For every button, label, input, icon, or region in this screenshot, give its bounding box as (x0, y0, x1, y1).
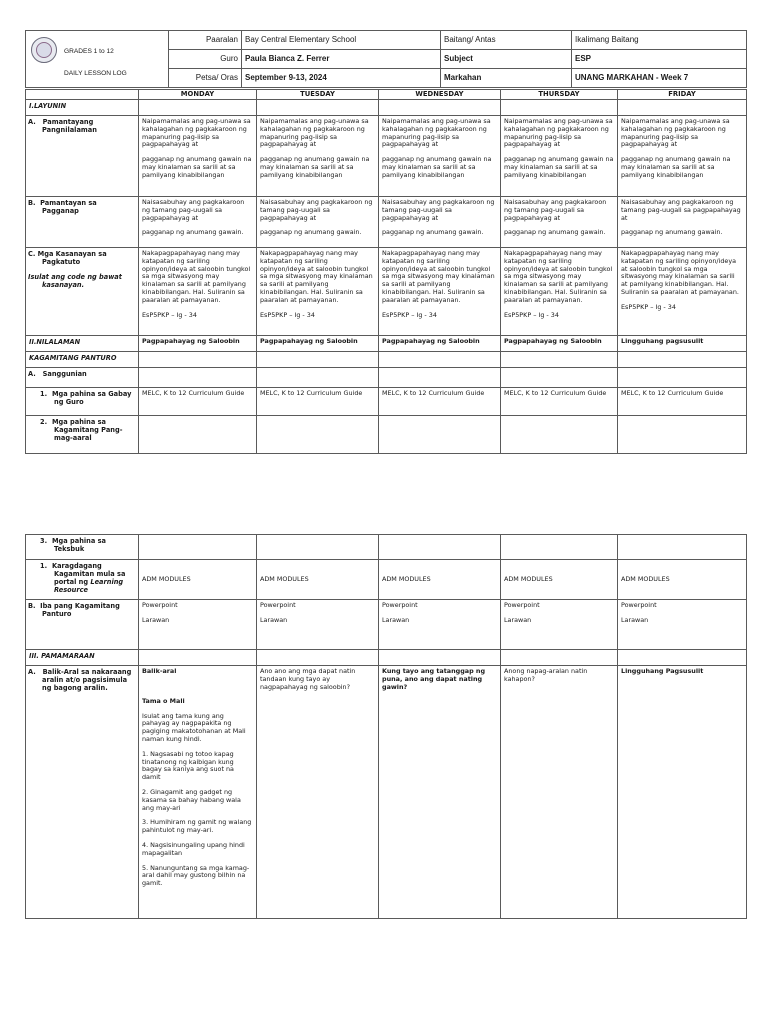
balik-aral-friday: Lingguhang Pagsusulit (618, 666, 747, 919)
balik-aral-title: Balik-aral (142, 667, 177, 675)
content-standard-cell: Naipamamalas ang pag-unawa sa kahalagahan ng pagkakaroon ng mapanuring pag-iisip sa pagpapahayag at pagganap ng anumang gawain na may kinalaman sa sarili at sa pamilyang kinabibilangan (618, 116, 747, 197)
iba-pang-value: Powerpoint Larawan (379, 600, 501, 650)
competency-cell: Nakapagpapahayag nang may katapatan ng sariling opinyon/ideya at saloobin tungkol sa mga sitwasyong may kinalaman sa sarili at pamilyang kinabibilangan. Hal. Suliranin sa paaralan at pamayanan. EsP5PKP – Ig - 34 (618, 248, 747, 336)
content-topic: Pagpapahayag ng Saloobin (139, 336, 257, 352)
adm-modules-value: ADM MODULES (257, 560, 379, 600)
quiz-item: 4. Nagsisinungaling upang hindi mapagalitan (142, 840, 245, 857)
day-header: THURSDAY (501, 90, 618, 100)
log-title: DAILY LESSON LOG (64, 70, 127, 77)
kagamitan-heading: KAGAMITANG PANTURO (26, 352, 139, 368)
gabay-value: MELC, K to 12 Curriculum Guide (257, 388, 379, 416)
quiz-item: 3. Humihiram ng gamit ng walang pahintulot ng may-ari. (142, 818, 252, 835)
quiz-instructions: Isulat ang tama kung ang pahayag ay nagpapakita ng pagiging makatotohanan at Mali naman kung hindi. (142, 711, 246, 743)
performance-standard-cell: Naisasabuhay ang pagkakaroon ng tamang pag-uugali sa pagpapahayag at pagganap ng anumang gawain. (139, 197, 257, 248)
date-value: September 9-13, 2024 (242, 69, 441, 88)
subject-label: Subject (441, 50, 572, 69)
competency-cell: Nakapagpapahayag nang may katapatan ng sariling opinyon/ideya at saloobin tungkol sa mga sitwasyong may kinalaman sa sarili at pamilyang kinabibilangan. Hal. Suliranin sa paaralan at pamayanan. EsP5PKP – Ig - 34 (139, 248, 257, 336)
school-name: Bay Central Elementary School (242, 31, 441, 50)
gabay-value: MELC, K to 12 Curriculum Guide (501, 388, 618, 416)
kasanayan-label: C. Mga Kasanayan sa Pagkatuto Isulat ang code ng bawat kasanayan. (26, 248, 139, 336)
iba-pang-value: Powerpoint Larawan (139, 600, 257, 650)
subject-value: ESP (572, 50, 747, 69)
layunin-heading: I.LAYUNIN (26, 100, 139, 116)
content-topic: Lingguhang pagsusulit (618, 336, 747, 352)
iba-pang-value: Powerpoint Larawan (618, 600, 747, 650)
performance-standard-cell: Naisasabuhay ang pagkakaroon ng tamang pag-uugali sa pagpapahayag at pagganap ng anumang gawain. (618, 197, 747, 248)
gabay-label: 1. Mga pahina sa Gabay ng Guro (26, 388, 139, 416)
content-topic: Pagpapahayag ng Saloobin (501, 336, 618, 352)
iba-pang-value: Powerpoint Larawan (501, 600, 618, 650)
competency-cell: Nakapagpapahayag nang may katapatan ng sariling opinyon/ideya at saloobin tungkol sa mga sitwasyong may kinalaman sa sarili at pamilyang kinabibilangan. Hal. Suliranin sa paaralan at pamayanan. EsP5PKP – Ig - 34 (379, 248, 501, 336)
adm-modules-value: ADM MODULES (379, 560, 501, 600)
day-header: FRIDAY (618, 90, 747, 100)
iba-pang-value: Powerpoint Larawan (257, 600, 379, 650)
teacher-name: Paula Bianca Z. Ferrer (242, 50, 441, 69)
balik-aral-label: A. Balik-Aral sa nakaraang aralin at/o pagsisimula ng bagong aralin. (26, 666, 139, 919)
balik-aral-thursday: Anong napag-aralan natin kahapon? (501, 666, 618, 919)
quiz-item: 1. Nagsasabi ng totoo kapag tinatanong ng kaibigan kung bagay sa kaniya ang suot na damit (142, 749, 234, 782)
paaralan-label: Paaralan (169, 31, 242, 50)
content-standard-cell: Naipamamalas ang pag-unawa sa kahalagahan ng pagkakaroon ng mapanuring pag-iisip sa pagpapahayag at pagganap ng anumang gawain na may kinalaman sa sarili at sa pamilyang kinabibilangan (379, 116, 501, 197)
deped-seal-icon (31, 37, 57, 63)
content-topic: Pagpapahayag ng Saloobin (257, 336, 379, 352)
day-header: TUESDAY (257, 90, 379, 100)
gabay-value: MELC, K to 12 Curriculum Guide (139, 388, 257, 416)
guro-label: Guro (169, 50, 242, 69)
balik-aral-monday (139, 666, 257, 919)
grades-label: GRADES 1 to 12 (64, 48, 114, 55)
content-standard-cell: Naipamamalas ang pag-unawa sa kahalagahan ng pagkakaroon ng mapanuring pag-iisip sa pagpapahayag at pagganap ng anumang gawain na may kinalaman sa sarili at sa pamilyang kinabibilangan (139, 116, 257, 197)
markahan-value: UNANG MARKAHAN - Week 7 (572, 69, 747, 88)
balik-aral-wednesday: Kung tayo ang tatanggap ng puna, ano ang dapat nating gawin? (379, 666, 501, 919)
kagamitang-pang-label: 2. Mga pahina sa Kagamitang Pang-mag-aaral (26, 416, 139, 454)
performance-standard-cell: Naisasabuhay ang pagkakaroon ng tamang pag-uugali sa pagpapahayag at pagganap ng anumang gawain. (501, 197, 618, 248)
header-table (25, 30, 747, 88)
content-topic: Pagpapahayag ng Saloobin (379, 336, 501, 352)
day-header: MONDAY (139, 90, 257, 100)
competency-cell: Nakapagpapahayag nang may katapatan ng sariling opinyon/ideya at saloobin tungkol sa mga sitwasyong may kinalaman sa sarili at pamilyang kinabibilangan. Hal. Suliranin sa paaralan at pamayanan. EsP5PKP – Ig - 34 (501, 248, 618, 336)
performance-standard-cell: Naisasabuhay ang pagkakaroon ng tamang pag-uugali sa pagpapahayag at pagganap ng anumang gawain. (379, 197, 501, 248)
teksbuk-label: 3. Mga pahina sa Teksbuk (26, 535, 139, 560)
pamantayan-pagganap-label: B. Pamantayan sa Pagganap (26, 197, 139, 248)
gabay-value: MELC, K to 12 Curriculum Guide (618, 388, 747, 416)
adm-modules-value: ADM MODULES (618, 560, 747, 600)
sanggunian-label: A. Sanggunian (26, 368, 139, 388)
tama-o-mali-title: Tama o Mali (142, 696, 185, 705)
competency-cell: Nakapagpapahayag nang may katapatan ng sariling opinyon/ideya at saloobin tungkol sa mga sitwasyong may kinalaman sa sarili at pamilyang kinabibilangan. Hal. Suliranin sa paaralan at pamayanan. EsP5PKP – Ig - 34 (257, 248, 379, 336)
nilalaman-heading: II.NILALAMAN (26, 336, 139, 352)
baitang-label: Baitang/ Antas (441, 31, 572, 50)
adm-modules-value: ADM MODULES (139, 560, 257, 600)
day-header: WEDNESDAY (379, 90, 501, 100)
lesson-grid-page-1 (25, 89, 747, 454)
karagdagang-label: 1. Karagdagang Kagamitan mula sa portal ng Learning Resource (26, 560, 139, 600)
gabay-value: MELC, K to 12 Curriculum Guide (379, 388, 501, 416)
markahan-label: Markahan (441, 69, 572, 88)
baitang-value: Ikalimang Baitang (572, 31, 747, 50)
corner-cell (26, 90, 139, 100)
kasanayan-note: Isulat ang code ng bawat kasanayan. (28, 273, 122, 289)
pamantayang-pangnilalaman-label: A. Pamantayang Pangnilalaman (26, 116, 139, 197)
content-standard-cell: Naipamamalas ang pag-unawa sa kahalagahan ng pagkakaroon ng mapanuring pag-iisip sa pagpapahayag at pagganap ng anumang gawain na may kinalaman sa sarili at sa pamilyang kinabibilangan (257, 116, 379, 197)
school-logo-cell (26, 31, 169, 88)
quiz-item: 2. Ginagamit ang gadget ng kasama sa bahay habang wala ang may-ari (142, 787, 241, 812)
petsa-label: Petsa/ Oras (169, 69, 242, 88)
quiz-item: 5. Nanunguntang sa mga kamag-aral dahil may gustong bilhin na gamit. (142, 863, 250, 888)
balik-aral-tuesday: Ano ano ang mga dapat natin tandaan kung tayo ay nagpapahayag ng saloobin? (257, 666, 379, 919)
performance-standard-cell: Naisasabuhay ang pagkakaroon ng tamang pag-uugali sa pagpapahayag at pagganap ng anumang gawain. (257, 197, 379, 248)
adm-modules-value: ADM MODULES (501, 560, 618, 600)
lesson-grid-page-2 (25, 534, 747, 919)
iba-pang-label: B. Iba pang Kagamitang Panturo (26, 600, 139, 650)
pamamaraan-heading: III. PAMAMARAAN (26, 650, 139, 666)
content-standard-cell: Naipamamalas ang pag-unawa sa kahalagahan ng pagkakaroon ng mapanuring pag-iisip sa pagpapahayag at pagganap ng anumang gawain na may kinalaman sa sarili at sa pamilyang kinabibilangan (501, 116, 618, 197)
